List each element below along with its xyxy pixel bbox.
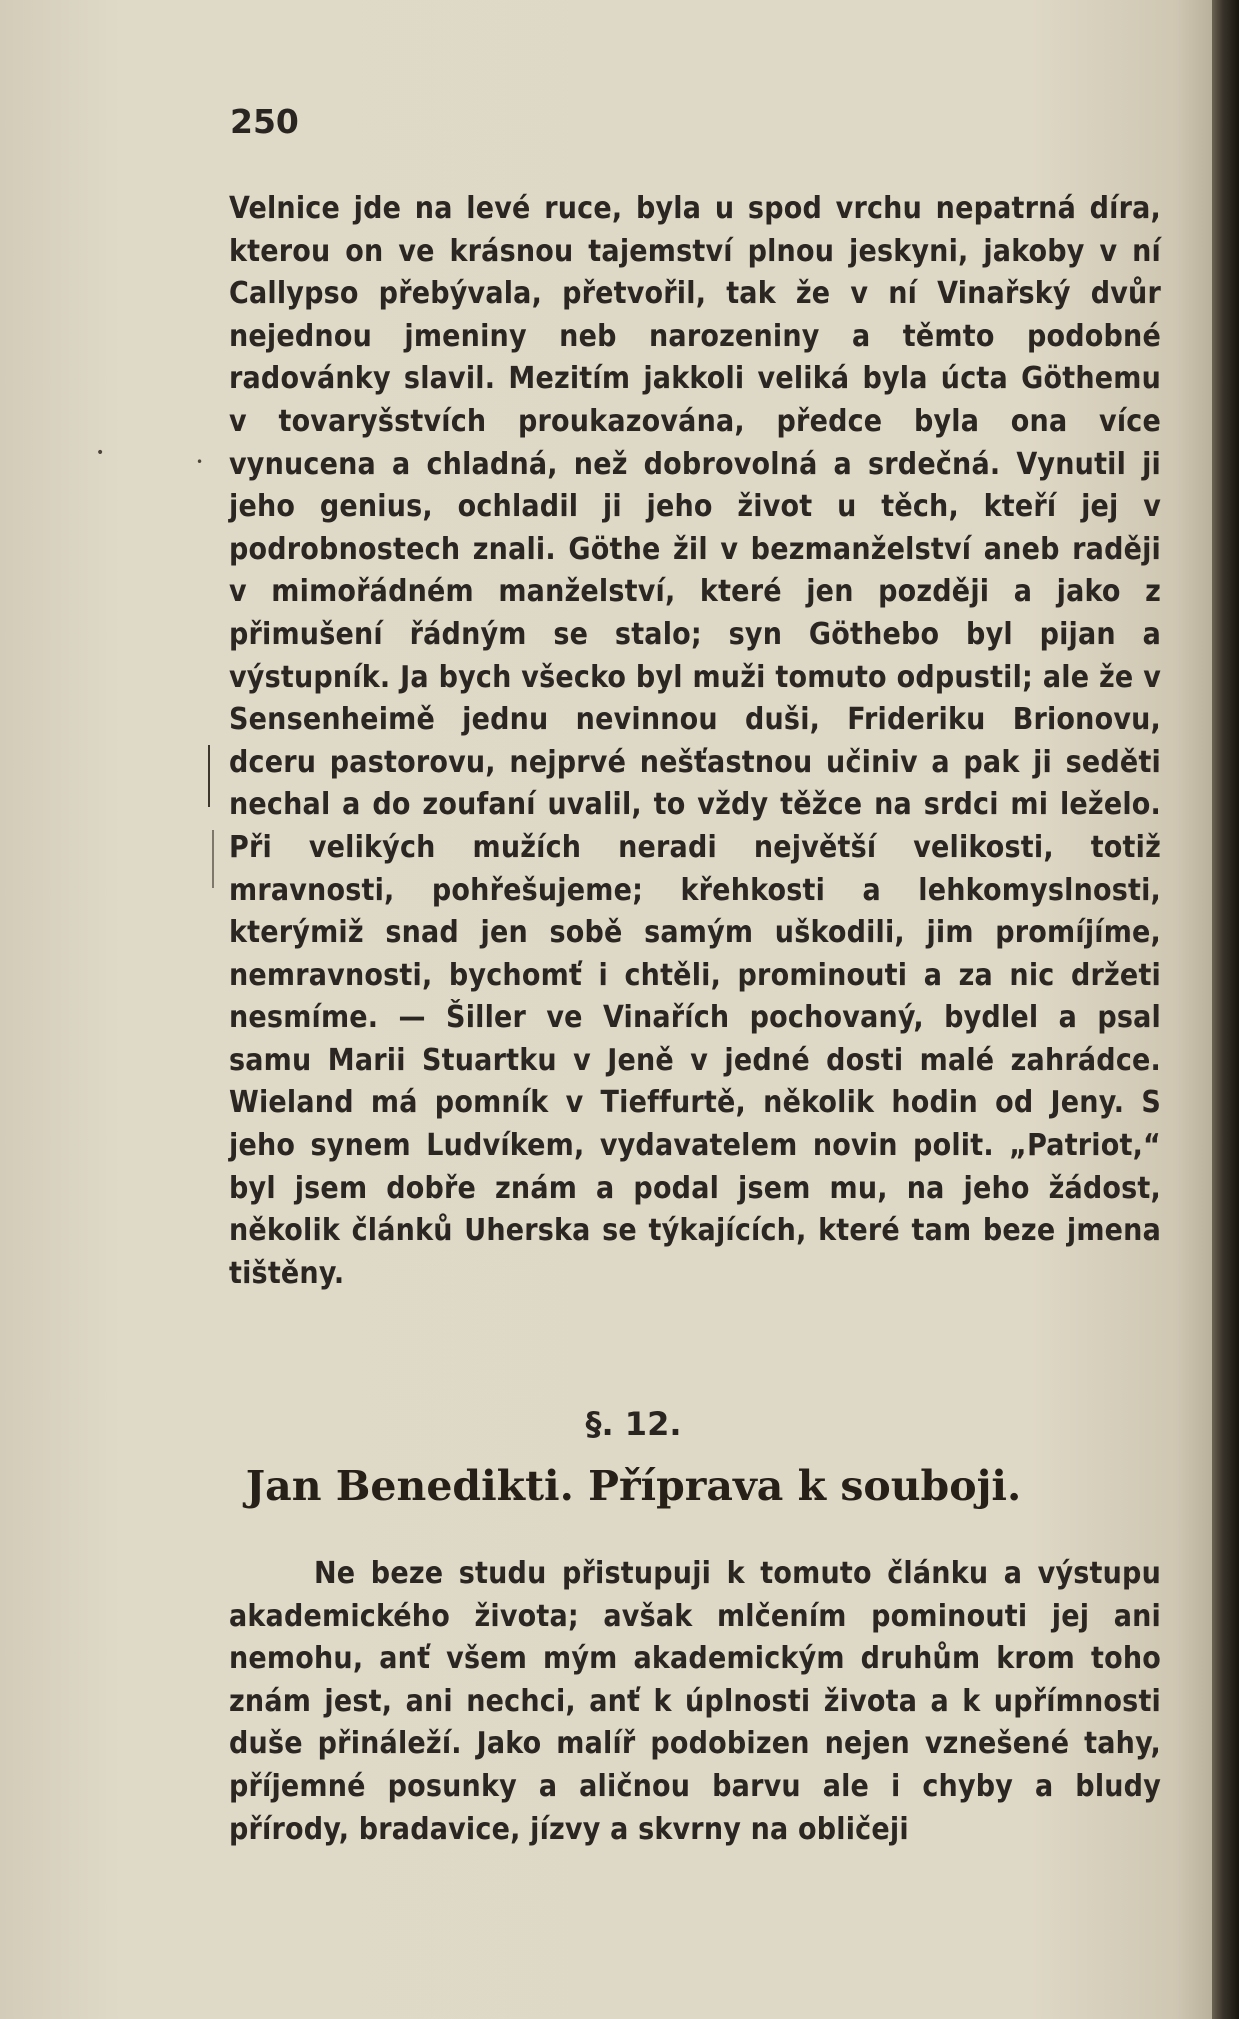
margin-dot: • (196, 455, 204, 469)
margin-pencil-mark (208, 745, 210, 807)
margin-pencil-mark (212, 830, 214, 888)
section-title (0, 1462, 1212, 1510)
section-number (0, 1405, 1212, 1443)
margin-dot: • (96, 445, 105, 461)
body-paragraph-1: Velnice jde na levé ruce, byla u spod vrchu nepatrná díra, kterou on ve krásnou tajemství plnou jeskyni, jakoby v ní Callypso přebývala, přetvořil, tak že v ní Vinařský dvůr nejednou jmeniny neb narozeniny a těmto podobné radovánky slavil. Mezitím jakkoli veliká byla úcta Göthemu v tovaryšstvích proukazována, předce byla ona více vynucena a chladná, než dobrovolná a srdečná. Vynutil ji jeho genius, ochladil ji jeho život u těch, kteří jej v podrobnostech znali. Göthe žil v bezmanželství aneb raději v mimořádném manželství, které jen později a jako z přimušení řádným se stalo; syn Göthebo byl pijan a výstupník. Ja bych všecko byl muži tomuto odpustil; ale že v Sensenheimě jednu nevinnou duši, Frideriku Brionovu, dceru pastorovu, nejprvé nešťastnou učiniv a pak ji seděti nechal a do zoufaní uvalil, to vždy těžce na srdci mi leželo. Při velikých mužích neradi největší velikosti, totiž mravnosti, pohřešujeme; křehkosti a lehkomyslnosti, kterýmiž snad jen sobě samým uškodili, jim promíjíme, nemravnosti, bychomť i chtěli, prominouti a za nic držeti nesmíme. — Šiller ve Vinařích pochovaný, bydlel a psal samu Marii Stuartku v Jeně v jedné dosti malé zahrádce. Wieland má pomník v Tieffurtě, několik hodin od Jeny. S jeho synem Ludvíkem, vydavatelem novin polit. „Patriot,“ byl jsem dobře znám a podal jsem mu, na jeho žádost, několik článků Uherska se týkajících, které tam beze jmena tištěny. (229, 191, 1161, 1291)
section-number-text: §. 12. (585, 1405, 682, 1443)
book-binding-edge (1212, 0, 1239, 2019)
page-number: 250 (230, 102, 299, 141)
body-paragraph-2: Ne beze studu přistupuji k tomuto článku a výstupu akademického života; avšak mlčením pominouti jej ani nemohu, anť všem mým akademickým druhům krom toho znám jest, ani nechci, anť k úplnosti života a k upřímnosti duše přináleží. Jako malíř podobizen nejen vznešené tahy, příjemné posunky a aličnou barvu ale i chyby a bludy přírody, bradavice, jízvy a skvrny na obličeji (229, 1556, 1161, 1847)
section-title-text: Jan Benedikti. Příprava k souboji. (245, 1462, 1022, 1510)
